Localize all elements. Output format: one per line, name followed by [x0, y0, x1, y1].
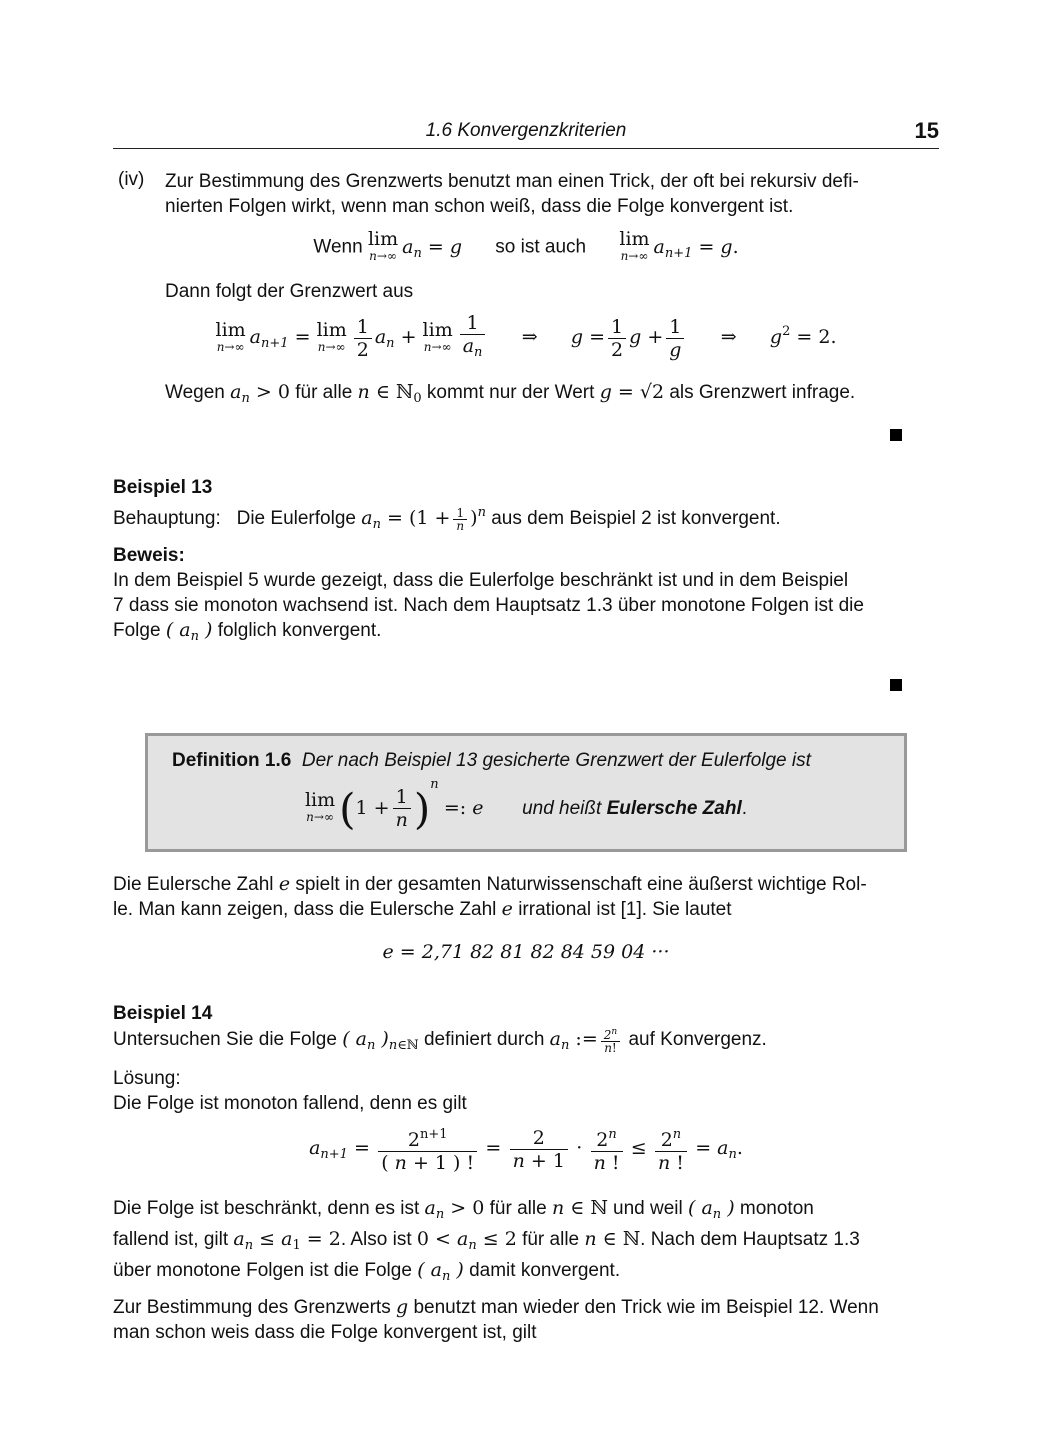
so-ist-auch: so ist auch	[495, 236, 587, 258]
section-title: 1.6 Konvergenzkriterien	[425, 120, 627, 141]
equation-grenzwert: lim n→∞ $a_{n+1} = \lim$ n→∞ $\frac{1}{2}$ $a_n + \lim$ n→∞ $\frac{1}{a_n}$ ⇒ g = $\frac{1}{2}$ g + $\frac{1}{g}$ ⇒ $g^2 = 2$.	[215, 312, 837, 361]
beschraenkt-line2: fallend ist, gilt $a_n \le a_1 = 2$. Also ist $0 < a_n \le 2$ für alle n ∈ ℕ. Nach dem Hauptsatz 1.3	[113, 1228, 860, 1254]
zur-bestimmung-line2: man schon weis dass die Folge konvergent ist, gilt	[113, 1322, 537, 1344]
beispiel14-task: Untersuchen Sie die Folge ( $a_n$ )$_{n\in ℕ}$ definiert durch $a_n$ := $\frac{2^n}{n!}$ auf Konvergenz.	[113, 1027, 767, 1055]
definition-equation: lim n→∞ (1 + $\frac{1}{n}$ )$^n$ =: e und heißt Eulersche Zahl.	[304, 777, 748, 834]
equation-monoton: $a_{n+1}$ = $\frac{2^{n+1}}{( n + 1 ) !}$ = $\frac{2}{n + 1}$ · $\frac{2^n}{n !}$ ≤ $\frac{2^n}{n !}$ = $a_n$.	[113, 1124, 939, 1190]
beweis-line1: In dem Beispiel 5 wurde gezeigt, dass die Eulerfolge beschränkt ist und in dem Beispiel	[113, 570, 849, 591]
beweis-line3: Folge ( $a_n$ ) folglich konvergent.	[113, 619, 382, 644]
euler-line1: Die Eulersche Zahl e spielt in der gesamten Naturwissenschaft eine äußerst wichtige Rol-	[113, 873, 867, 895]
beschraenkt-line1: Die Folge ist beschränkt, denn es ist $a_n > 0$ für alle n ∈ ℕ und weil ( $a_n$ ) monoton	[113, 1197, 814, 1223]
lim-symbol: lim n→∞	[367, 228, 399, 263]
beispiel14-title: Beispiel 14	[113, 1003, 213, 1024]
wegen-line: Wegen $a_n > 0$ für alle n ∈ ℕ$_0$ kommt nur der Wert g = √2 als Grenzwert infrage.	[165, 381, 856, 406]
item-text-line2: nierten Folgen wirkt, wenn man schon weiß, dass die Folge konvergent ist.	[165, 196, 794, 217]
wenn-word: Wenn	[313, 236, 363, 258]
behauptung-line: Behauptung: Die Eulerfolge $a_n = (1$ + $\frac{1}{n}$ )$^n$ aus dem Beispiel 2 ist konvergent.	[113, 505, 781, 533]
running-header	[113, 118, 939, 149]
beweis-line2: 7 dass sie monoton wachsend ist. Nach dem Hauptsatz 1.3 über monotone Folgen ist die	[113, 595, 864, 616]
zur-bestimmung-line1: Zur Bestimmung des Grenzwerts g benutzt man wieder den Trick wie im Beispiel 12. Wenn	[113, 1296, 879, 1319]
equation-limit-trick: Wenn lim n→∞ $a_n = g$ so ist auch lim n→∞ $a_{n+1} = g$.	[313, 228, 739, 263]
beschraenkt-line3: über monotone Folgen ist die Folge ( $a_n$ ) damit konvergent.	[113, 1259, 621, 1285]
dann-folgt: Dann folgt der Grenzwert aus	[165, 281, 414, 302]
euler-line2: le. Man kann zeigen, dass die Eulersche Zahl e irrational ist [1]. Sie lautet	[113, 898, 732, 920]
definition-heading: Definition 1.6 Der nach Beispiel 13 gesicherte Grenzwert der Eulerfolge ist	[172, 750, 811, 771]
item-text-line1: Zur Bestimmung des Grenzwerts benutzt man einen Trick, der oft bei rekursiv defi-	[165, 171, 859, 192]
item-label: (iv)	[118, 169, 145, 190]
qed-square	[890, 679, 902, 691]
beweis-label: Beweis:	[113, 545, 185, 566]
page	[113, 118, 939, 1345]
euler-value: e = 2,71 82 81 82 84 59 04 ···	[382, 941, 670, 963]
lim-symbol: lim n→∞	[619, 228, 650, 263]
definition-box	[145, 733, 907, 852]
item-iv	[113, 169, 939, 219]
qed-square	[890, 429, 902, 441]
beispiel13-title: Beispiel 13	[113, 477, 213, 498]
page-number: 15	[914, 118, 939, 143]
monoton-line: Die Folge ist monoton fallend, denn es gilt	[113, 1093, 467, 1115]
loesung-label: Lösung:	[113, 1068, 181, 1090]
